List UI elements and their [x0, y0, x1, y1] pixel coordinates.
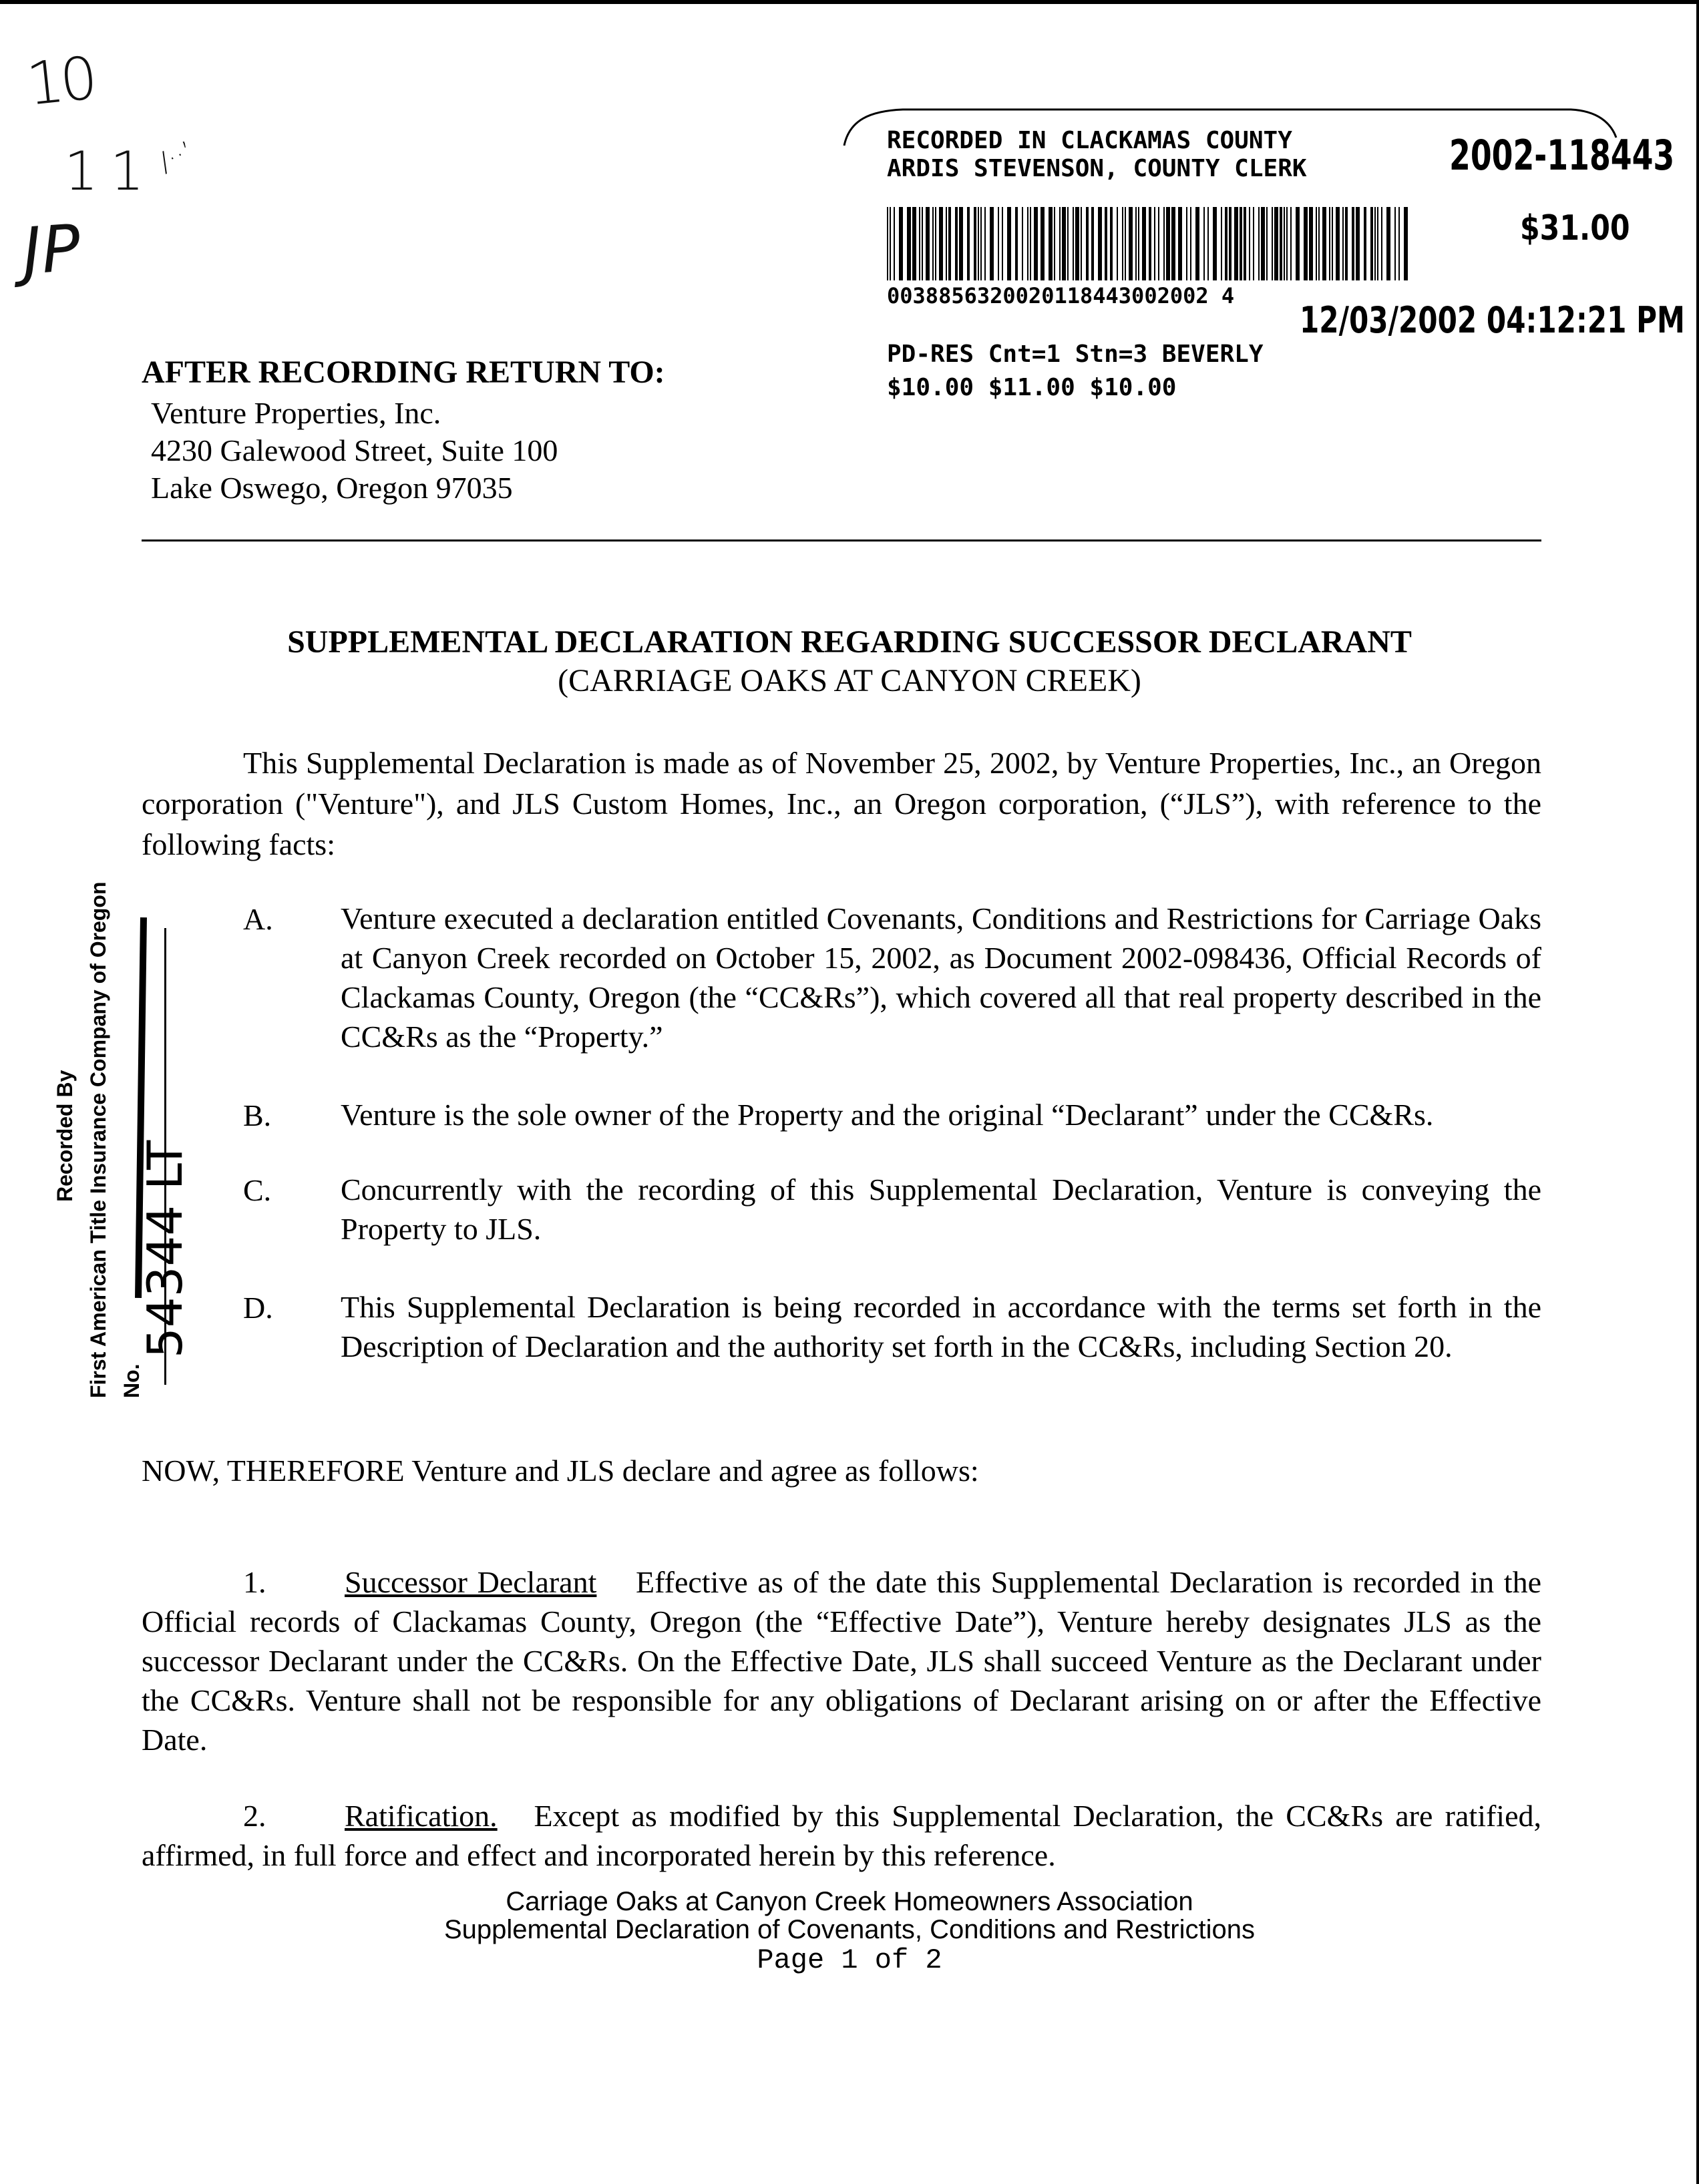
barcode-bar: [955, 207, 958, 280]
section-1-number: 1.: [243, 1565, 266, 1599]
section-2: [142, 1796, 1541, 1875]
barcode-bar: [1190, 207, 1191, 280]
barcode-bar: [1386, 207, 1390, 280]
barcode-bar: [978, 207, 979, 280]
barcode-bar: [894, 207, 895, 280]
side-stamp-number-label: No.: [120, 1363, 144, 1398]
fact-c-letter: C.: [243, 1173, 272, 1207]
barcode-bar: [1041, 207, 1045, 280]
stamp-station-info: PD-RES Cnt=1 Stn=3 BEVERLY: [887, 341, 1264, 368]
barcode-bar: [998, 207, 999, 280]
barcode-bar: [1081, 207, 1082, 280]
side-stamp: [0, 0, 200, 1469]
barcode-bar: [1381, 207, 1382, 280]
barcode-bar: [1002, 207, 1003, 280]
barcode-bar: [1240, 207, 1242, 280]
stamp-fee-breakdown: $10.00 $11.00 $10.00: [887, 374, 1177, 401]
barcode-bar: [1266, 207, 1268, 280]
barcode-bar: [1135, 207, 1137, 280]
barcode-bar: [919, 207, 920, 280]
page-border-top: [0, 0, 1699, 4]
barcode-bar: [1149, 207, 1151, 280]
barcode-bar: [1229, 207, 1232, 280]
barcode-bar: [1195, 207, 1199, 280]
fact-a-letter: A.: [243, 902, 273, 936]
barcode-bar: [1284, 207, 1285, 280]
barcode-bar: [1290, 207, 1292, 280]
stamp-fee-total: $31.00: [1520, 208, 1630, 248]
barcode-bar: [959, 207, 963, 280]
barcode-bar: [890, 207, 891, 280]
barcode-bar: [1374, 207, 1376, 280]
barcode-bar: [1234, 207, 1238, 280]
barcode-bar: [939, 207, 943, 280]
barcode-bar: [932, 207, 934, 280]
barcode-bar: [1086, 207, 1089, 280]
return-to-heading: AFTER RECORDING RETURN TO:: [142, 355, 665, 390]
barcode-bar: [1203, 207, 1205, 280]
now-therefore-clause: NOW, THEREFORE Venture and JLS declare and agree as follows:: [142, 1454, 979, 1488]
side-stamp-number-value: 54344 LT: [137, 1140, 193, 1358]
barcode-bar: [922, 207, 923, 280]
barcode-bar: [1394, 207, 1396, 280]
barcode-bar: [1163, 207, 1165, 280]
barcode-bar: [974, 207, 976, 280]
barcode-bar: [948, 207, 951, 280]
barcode-bar: [1154, 207, 1155, 280]
barcode-bar: [1117, 207, 1118, 280]
fact-b-text: Venture is the sole owner of the Property and the original “Declarant” under the CC&Rs.: [341, 1098, 1434, 1132]
handwritten-initials: JP: [20, 210, 83, 289]
barcode-bar: [1272, 207, 1273, 280]
fact-d-letter: D.: [243, 1291, 273, 1325]
barcode-bar: [1062, 207, 1066, 280]
return-to-name: Venture Properties, Inc.: [151, 396, 441, 430]
document-subtitle: (CARRIAGE OAKS AT CANYON CREEK): [558, 663, 1141, 698]
handwritten-number-mid: 11: [64, 140, 156, 202]
barcode-bar: [980, 207, 982, 280]
barcode-bar: [1352, 207, 1354, 280]
barcode-bar: [1249, 207, 1250, 280]
barcode-bar: [1075, 207, 1079, 280]
barcode-bar: [1049, 207, 1053, 280]
barcode-bar: [1244, 207, 1246, 280]
barcode-bar: [1091, 207, 1094, 280]
intro-paragraph: This Supplemental Declaration is made as of November 25, 2002, by Venture Properties, Inc., an Oregon corporation ("Venture"), and JLS Custom Homes, Inc., an Oregon corporation, (“JLS”), with reference to the following facts:: [142, 746, 1541, 861]
barcode-bar: [1022, 207, 1023, 280]
section-1-heading: Successor Declarant: [345, 1565, 597, 1599]
barcode-bar: [1332, 207, 1333, 280]
barcode-bar: [1253, 207, 1254, 280]
barcode-bar: [912, 207, 916, 280]
barcode-bar: [1345, 207, 1348, 280]
footer-association: Carriage Oaks at Canyon Creek Homeowners Association: [506, 1887, 1193, 1916]
side-stamp-recorded-by: Recorded By: [53, 1070, 77, 1202]
barcode-bar: [1142, 207, 1146, 280]
barcode-bar: [1073, 207, 1074, 280]
footer-page-number: Page 1 of 2: [757, 1944, 942, 1976]
barcode-bar: [984, 207, 986, 280]
barcode-bar: [1309, 207, 1313, 280]
barcode-bar: [1364, 207, 1366, 280]
side-stamp-company: First American Title Insurance Company of Oregon: [86, 881, 110, 1398]
header-divider: [142, 539, 1541, 541]
section-2-number: 2.: [243, 1799, 266, 1833]
barcode-bar: [1207, 207, 1209, 280]
barcode-number: 0038856320020118443002002 4: [887, 283, 1235, 308]
barcode-bar: [1258, 207, 1260, 280]
barcode-bar: [1329, 207, 1330, 280]
stamp-county-clerk: ARDIS STEVENSON, COUNTY CLERK: [887, 155, 1307, 182]
barcode-bar: [899, 207, 903, 280]
stamp-document-number: 2002-118443: [1449, 131, 1675, 180]
stamp-recorded-in: RECORDED IN CLACKAMAS COUNTY: [887, 127, 1292, 154]
barcode-bar: [1030, 207, 1031, 280]
barcode-bar: [1067, 207, 1069, 280]
barcode-bar: [1186, 207, 1187, 280]
barcode-bar: [1105, 207, 1107, 280]
handwritten-number-top: 10: [23, 43, 98, 119]
section-2-text: Except as modified by this Supplemental Declaration, the CC&Rs are ratified, affirmed, in full force and effect and incorporated herein by this reference.: [142, 1799, 1541, 1872]
barcode-bar: [1342, 207, 1344, 280]
barcode-bar: [907, 207, 911, 280]
barcode-bar: [1122, 207, 1123, 280]
barcode-bar: [1158, 207, 1159, 280]
barcode-bar: [1286, 207, 1288, 280]
section-1-text: Effective as of the date this Supplemental Declaration is recorded in the Official records of Clackamas County, Oregon (the “Effective Date”), Venture hereby designates JLS as the successor Declarant under the CC&Rs. On the Effective Date, JLS shall succeed Venture as the Declarant under the CC&Rs. Venture shall not be responsible for any obligations of Declarant arising on or after the Effective Date.: [142, 1565, 1541, 1757]
barcode-bar: [887, 207, 888, 280]
barcode-bar: [926, 207, 930, 280]
barcode-bar: [1304, 207, 1308, 280]
barcode-bar: [1110, 207, 1113, 280]
barcode-bar: [1225, 207, 1228, 280]
barcode-bar: [1213, 207, 1217, 280]
barcode-bar: [1166, 207, 1170, 280]
barcode-bar: [1318, 207, 1320, 280]
barcode-bar: [1404, 207, 1408, 280]
barcode-bar: [1171, 207, 1175, 280]
barcode-bar: [1296, 207, 1300, 280]
fact-c-text: Concurrently with the recording of this Supplemental Declaration, Venture is conveying the Property to JLS.: [341, 1172, 1541, 1246]
barcode-bar: [1178, 207, 1182, 280]
barcode-bar: [1280, 207, 1282, 280]
return-to-street: 4230 Galewood Street, Suite 100: [151, 433, 558, 467]
return-to-city: Lake Oswego, Oregon 97035: [151, 471, 513, 505]
barcode-bar: [935, 207, 936, 280]
barcode-bar: [1054, 207, 1055, 280]
section-2-heading: Ratification.: [345, 1799, 498, 1833]
barcode-bar: [1221, 207, 1222, 280]
fact-d-text: This Supplemental Declaration is being recorded in accordance with the terms set forth in the Description of Declaration and the authority set forth in the CC&Rs, including Section 20.: [341, 1290, 1541, 1363]
barcode-bar: [1322, 207, 1326, 280]
footer-document-name: Supplemental Declaration of Covenants, Conditions and Restrictions: [443, 1915, 1255, 1944]
barcode-bar: [1015, 207, 1018, 280]
barcode-bar: [1098, 207, 1102, 280]
section-1: [142, 1562, 1541, 1759]
stamp-timestamp: 12/03/2002 04:12:21 PM: [1300, 299, 1685, 341]
barcode-bar: [990, 207, 994, 280]
barcode-bar: [1261, 207, 1265, 280]
barcode-bar: [1138, 207, 1139, 280]
document-title: SUPPLEMENTAL DECLARATION REGARDING SUCCESSOR DECLARANT: [287, 624, 1412, 660]
barcode-bar: [967, 207, 970, 280]
barcode-bar: [1007, 207, 1011, 280]
barcode-bar: [1370, 207, 1373, 280]
barcode-bar: [1034, 207, 1038, 280]
handwritten-scribble-icon: ∕··’: [154, 136, 198, 178]
fact-a-text: Venture executed a declaration entitled Covenants, Conditions and Restrictions for Carriage Oaks at Canyon Creek recorded on October 15, 2002, as Document 2002-098436, Official Records of Clackamas County, Oregon (the “CC&Rs”), which covered all that real property described in the CC&Rs as the “Property.”: [341, 901, 1541, 1054]
barcode-bar: [1027, 207, 1028, 280]
barcode: [887, 207, 1408, 280]
page-border-right: [1696, 0, 1699, 2184]
fact-b-letter: B.: [243, 1098, 272, 1132]
barcode-bar: [1129, 207, 1133, 280]
barcode-bar: [1398, 207, 1400, 280]
barcode-bar: [1356, 207, 1360, 280]
barcode-bar: [1377, 207, 1378, 280]
barcode-bar: [1316, 207, 1317, 280]
barcode-bar: [946, 207, 947, 280]
barcode-bar: [1274, 207, 1278, 280]
barcode-bar: [1059, 207, 1061, 280]
barcode-bar: [1336, 207, 1340, 280]
barcode-bar: [1125, 207, 1126, 280]
